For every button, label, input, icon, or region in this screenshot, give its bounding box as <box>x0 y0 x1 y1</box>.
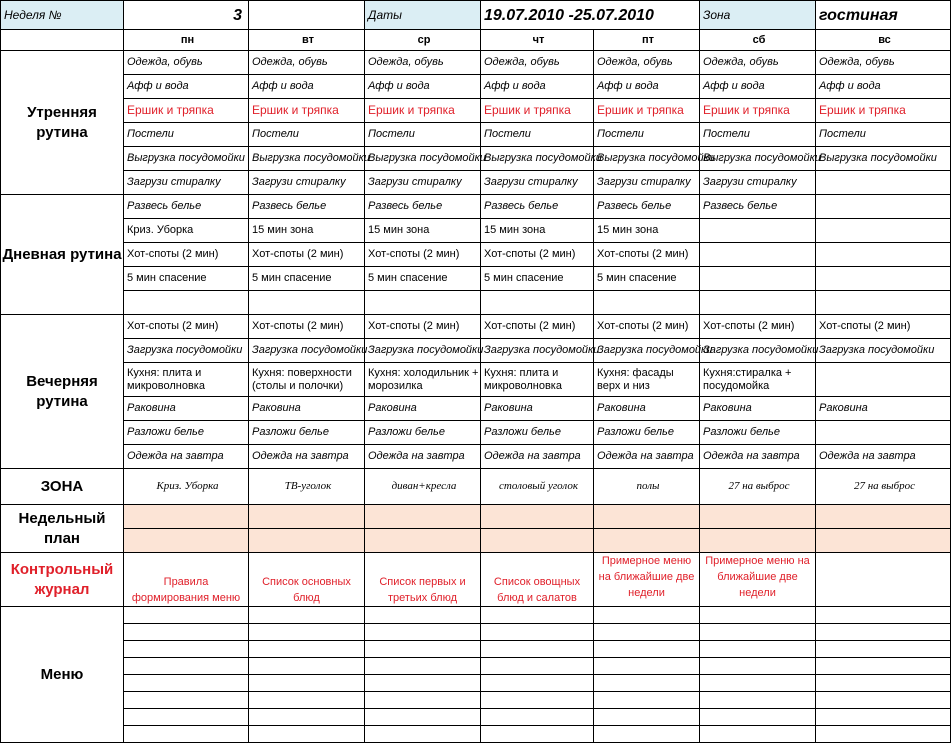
morning-task-cell[interactable]: Загрузи стиралку <box>249 171 365 195</box>
menu-cell[interactable] <box>594 726 700 743</box>
evening-task-cell[interactable] <box>816 363 951 397</box>
evening-task-cell[interactable]: Загрузка посудомойки <box>594 339 700 363</box>
weekly-plan-row <box>1 529 951 553</box>
evening-task-cell[interactable]: Кухня: поверхности (столы и полочки) <box>249 363 365 397</box>
zone-row <box>1 469 951 505</box>
evening-task-cell[interactable]: Одежда на завтра <box>700 445 816 469</box>
day-row <box>1 267 951 291</box>
day-header[interactable]: пт <box>594 30 700 51</box>
morning-task-cell[interactable]: Одежда, обувь <box>481 51 594 75</box>
morning-row <box>1 99 951 123</box>
day-task-cell[interactable]: 5 мин спасение <box>365 267 481 291</box>
morning-task-cell[interactable]: Одежда, обувь <box>124 51 249 75</box>
menu-cell[interactable] <box>816 624 951 641</box>
menu-cell[interactable] <box>249 607 365 624</box>
morning-task-cell[interactable]: Постели <box>249 123 365 147</box>
journal-link-cell[interactable]: Список первых и третьих блюд <box>365 553 481 607</box>
day-task-cell[interactable] <box>816 291 951 315</box>
morning-row <box>1 171 951 195</box>
evening-task-cell[interactable]: Одежда на завтра <box>816 445 951 469</box>
morning-task-cell[interactable]: Афф и вода <box>700 75 816 99</box>
weekly-plan-row <box>1 505 951 529</box>
menu-row <box>1 709 951 726</box>
day-task-cell[interactable] <box>124 291 249 315</box>
evening-task-cell[interactable]: Раковина <box>249 397 365 421</box>
menu-row <box>1 726 951 743</box>
day-row <box>1 291 951 315</box>
evening-task-cell[interactable]: Загрузка посудомойки <box>249 339 365 363</box>
day-task-cell[interactable]: Хот-споты (2 мин) <box>481 243 594 267</box>
menu-cell[interactable] <box>816 607 951 624</box>
menu-cell[interactable] <box>249 641 365 658</box>
morning-task-cell[interactable]: Постели <box>816 123 951 147</box>
zone-cell[interactable]: 27 на выброс <box>700 469 816 505</box>
menu-cell[interactable] <box>700 726 816 743</box>
journal-link-cell[interactable]: Список овощных блюд и салатов <box>481 553 594 607</box>
morning-task-cell[interactable]: Постели <box>700 123 816 147</box>
evening-task-cell[interactable]: Загрузка посудомойки <box>700 339 816 363</box>
day-task-cell[interactable]: Развесь белье <box>481 195 594 219</box>
evening-row <box>1 363 951 397</box>
weekly-plan-cell[interactable] <box>816 529 951 553</box>
day-task-cell[interactable]: 15 мин зона <box>365 219 481 243</box>
sheet-body <box>1 1 951 743</box>
menu-cell[interactable] <box>124 726 249 743</box>
evening-task-cell[interactable]: Разложи белье <box>124 421 249 445</box>
evening-task-cell[interactable]: Раковина <box>594 397 700 421</box>
day-header[interactable]: чт <box>481 30 594 51</box>
menu-cell[interactable] <box>249 624 365 641</box>
evening-task-cell[interactable]: Раковина <box>700 397 816 421</box>
weekly-plan-cell[interactable] <box>249 505 365 529</box>
morning-task-cell[interactable]: Выгрузка посудомойки <box>700 147 816 171</box>
morning-task-cell[interactable]: Афф и вода <box>594 75 700 99</box>
journal-link-cell[interactable] <box>816 553 951 607</box>
menu-cell[interactable] <box>124 607 249 624</box>
evening-row <box>1 397 951 421</box>
evening-task-cell[interactable]: Кухня:стиралка + посудомойка <box>700 363 816 397</box>
morning-row <box>1 147 951 171</box>
evening-row <box>1 421 951 445</box>
menu-cell[interactable] <box>365 675 481 692</box>
evening-task-cell[interactable]: Хот-споты (2 мин) <box>481 315 594 339</box>
morning-task-cell[interactable]: Одежда, обувь <box>249 51 365 75</box>
zone-label[interactable]: Зона <box>700 1 816 30</box>
morning-task-cell[interactable]: Ершик и тряпка <box>365 99 481 123</box>
menu-cell[interactable] <box>365 692 481 709</box>
menu-cell[interactable] <box>249 692 365 709</box>
evening-task-cell[interactable]: Хот-споты (2 мин) <box>816 315 951 339</box>
morning-task-cell[interactable]: Выгрузка посудомойки <box>816 147 951 171</box>
days-row <box>1 30 951 51</box>
morning-task-cell[interactable]: Ершик и тряпка <box>594 99 700 123</box>
morning-task-cell[interactable]: Выгрузка посудомойки <box>481 147 594 171</box>
evening-row <box>1 445 951 469</box>
evening-task-cell[interactable]: Загрузка посудомойки <box>481 339 594 363</box>
menu-cell[interactable] <box>594 624 700 641</box>
header-blank-cell[interactable] <box>249 1 365 30</box>
dates-value[interactable]: 19.07.2010 -25.07.2010 <box>481 1 700 30</box>
morning-task-cell[interactable]: Постели <box>481 123 594 147</box>
menu-cell[interactable] <box>481 675 594 692</box>
weekly-plan-title[interactable]: Недельный план <box>1 505 124 553</box>
day-task-cell[interactable] <box>816 195 951 219</box>
menu-cell[interactable] <box>365 624 481 641</box>
weekly-plan-cell[interactable] <box>816 505 951 529</box>
zone-cell[interactable]: полы <box>594 469 700 505</box>
day-header[interactable]: сб <box>700 30 816 51</box>
zone-cell[interactable]: Криз. Уборка <box>124 469 249 505</box>
day-task-cell[interactable] <box>594 291 700 315</box>
morning-task-cell[interactable]: Загрузи стиралку <box>481 171 594 195</box>
menu-cell[interactable] <box>124 675 249 692</box>
menu-cell[interactable] <box>594 607 700 624</box>
zone-cell[interactable]: 27 на выброс <box>816 469 951 505</box>
menu-cell[interactable] <box>481 658 594 675</box>
morning-task-cell[interactable]: Выгрузка посудомойки <box>594 147 700 171</box>
menu-cell[interactable] <box>481 607 594 624</box>
menu-cell[interactable] <box>594 641 700 658</box>
menu-cell[interactable] <box>365 658 481 675</box>
menu-cell[interactable] <box>249 709 365 726</box>
menu-cell[interactable] <box>816 726 951 743</box>
evening-task-cell[interactable]: Разложи белье <box>249 421 365 445</box>
evening-task-cell[interactable] <box>816 421 951 445</box>
morning-task-cell[interactable]: Афф и вода <box>481 75 594 99</box>
day-task-cell[interactable]: 15 мин зона <box>594 219 700 243</box>
morning-task-cell[interactable]: Загрузи стиралку <box>124 171 249 195</box>
zone-title[interactable]: ЗОНА <box>1 469 124 505</box>
evening-task-cell[interactable]: Раковина <box>816 397 951 421</box>
morning-task-cell[interactable]: Выгрузка посудомойки <box>249 147 365 171</box>
morning-task-cell[interactable]: Ершик и тряпка <box>249 99 365 123</box>
evening-task-cell[interactable]: Кухня: фасады верх и низ <box>594 363 700 397</box>
morning-task-cell[interactable]: Выгрузка посудомойки <box>124 147 249 171</box>
menu-cell[interactable] <box>700 675 816 692</box>
week-label[interactable]: Неделя № <box>1 1 124 30</box>
journal-title[interactable]: Контрольный журнал <box>1 553 124 607</box>
menu-cell[interactable] <box>700 658 816 675</box>
menu-cell[interactable] <box>700 709 816 726</box>
day-task-cell[interactable] <box>365 291 481 315</box>
menu-cell[interactable] <box>700 607 816 624</box>
weekly-plan-cell[interactable] <box>594 505 700 529</box>
morning-task-cell[interactable]: Загрузи стиралку <box>700 171 816 195</box>
menu-cell[interactable] <box>481 726 594 743</box>
day-task-cell[interactable]: Развесь белье <box>124 195 249 219</box>
morning-task-cell[interactable] <box>816 171 951 195</box>
menu-cell[interactable] <box>124 658 249 675</box>
weekly-plan-cell[interactable] <box>365 505 481 529</box>
evening-task-cell[interactable]: Кухня: холодильник + морозилка <box>365 363 481 397</box>
day-task-cell[interactable]: Криз. Уборка <box>124 219 249 243</box>
weekly-plan-cell[interactable] <box>249 529 365 553</box>
evening-task-cell[interactable]: Разложи белье <box>700 421 816 445</box>
menu-cell[interactable] <box>124 709 249 726</box>
morning-task-cell[interactable]: Одежда, обувь <box>700 51 816 75</box>
menu-row <box>1 658 951 675</box>
evening-section-title[interactable]: Вечерняя рутина <box>1 315 124 469</box>
evening-row <box>1 315 951 339</box>
evening-task-cell[interactable]: Кухня: плита и микроволновка <box>124 363 249 397</box>
menu-cell[interactable] <box>481 709 594 726</box>
zone-cell[interactable]: столовый уголок <box>481 469 594 505</box>
menu-cell[interactable] <box>700 641 816 658</box>
weekly-plan-cell[interactable] <box>700 505 816 529</box>
day-task-cell[interactable] <box>700 291 816 315</box>
journal-link-cell[interactable]: Правила формирования меню <box>124 553 249 607</box>
day-task-cell[interactable] <box>700 267 816 291</box>
weekly-plan-cell[interactable] <box>481 505 594 529</box>
evening-task-cell[interactable]: Раковина <box>365 397 481 421</box>
morning-task-cell[interactable]: Постели <box>124 123 249 147</box>
morning-task-cell[interactable]: Постели <box>365 123 481 147</box>
day-task-cell[interactable] <box>249 291 365 315</box>
morning-task-cell[interactable]: Одежда, обувь <box>816 51 951 75</box>
day-task-cell[interactable] <box>700 243 816 267</box>
weekly-plan-cell[interactable] <box>124 529 249 553</box>
zone-cell[interactable]: ТВ-уголок <box>249 469 365 505</box>
evening-task-cell[interactable]: Хот-споты (2 мин) <box>249 315 365 339</box>
evening-task-cell[interactable]: Загрузка посудомойки <box>365 339 481 363</box>
morning-task-cell[interactable]: Ершик и тряпка <box>124 99 249 123</box>
day-task-cell[interactable] <box>700 219 816 243</box>
evening-task-cell[interactable]: Разложи белье <box>594 421 700 445</box>
evening-task-cell[interactable]: Разложи белье <box>365 421 481 445</box>
day-task-cell[interactable]: 5 мин спасение <box>594 267 700 291</box>
day-task-cell[interactable]: 5 мин спасение <box>481 267 594 291</box>
menu-cell[interactable] <box>124 692 249 709</box>
morning-task-cell[interactable]: Одежда, обувь <box>594 51 700 75</box>
menu-cell[interactable] <box>594 658 700 675</box>
day-header[interactable]: вт <box>249 30 365 51</box>
menu-cell[interactable] <box>365 726 481 743</box>
day-task-cell[interactable]: 5 мин спасение <box>249 267 365 291</box>
menu-row <box>1 641 951 658</box>
evening-task-cell[interactable]: Одежда на завтра <box>481 445 594 469</box>
menu-cell[interactable] <box>816 641 951 658</box>
menu-row <box>1 675 951 692</box>
menu-cell[interactable] <box>481 692 594 709</box>
dates-label[interactable]: Даты <box>365 1 481 30</box>
morning-row <box>1 51 951 75</box>
morning-task-cell[interactable]: Афф и вода <box>124 75 249 99</box>
day-task-cell[interactable]: Развесь белье <box>365 195 481 219</box>
menu-cell[interactable] <box>594 675 700 692</box>
day-task-cell[interactable] <box>816 219 951 243</box>
menu-cell[interactable] <box>816 709 951 726</box>
weekly-plan-cell[interactable] <box>594 529 700 553</box>
day-task-cell[interactable]: Развесь белье <box>249 195 365 219</box>
day-task-cell[interactable]: Хот-споты (2 мин) <box>365 243 481 267</box>
menu-row <box>1 607 951 624</box>
day-task-cell[interactable]: 5 мин спасение <box>124 267 249 291</box>
evening-task-cell[interactable]: Хот-споты (2 мин) <box>365 315 481 339</box>
day-header[interactable]: пн <box>124 30 249 51</box>
evening-task-cell[interactable]: Одежда на завтра <box>365 445 481 469</box>
menu-cell[interactable] <box>481 624 594 641</box>
menu-cell[interactable] <box>481 641 594 658</box>
evening-task-cell[interactable]: Хот-споты (2 мин) <box>700 315 816 339</box>
weekly-plan-cell[interactable] <box>124 505 249 529</box>
menu-cell[interactable] <box>249 675 365 692</box>
day-row <box>1 243 951 267</box>
menu-cell[interactable] <box>249 726 365 743</box>
day-task-cell[interactable]: Хот-споты (2 мин) <box>594 243 700 267</box>
menu-cell[interactable] <box>365 641 481 658</box>
day-row <box>1 195 951 219</box>
journal-link-cell[interactable]: Список основных блюд <box>249 553 365 607</box>
menu-cell[interactable] <box>700 692 816 709</box>
day-task-cell[interactable]: Развесь белье <box>700 195 816 219</box>
journal-link-cell[interactable]: Примерное меню на ближайшие две недели <box>594 553 700 607</box>
header-row <box>1 1 951 30</box>
day-task-cell[interactable] <box>816 267 951 291</box>
weekly-plan-cell[interactable] <box>700 529 816 553</box>
morning-task-cell[interactable]: Ершик и тряпка <box>816 99 951 123</box>
zone-cell[interactable]: диван+кресла <box>365 469 481 505</box>
evening-task-cell[interactable]: Хот-споты (2 мин) <box>124 315 249 339</box>
morning-section-title[interactable]: Утренняя рутина <box>1 51 124 195</box>
morning-task-cell[interactable]: Загрузи стиралку <box>594 171 700 195</box>
menu-cell[interactable] <box>124 624 249 641</box>
week-number[interactable]: 3 <box>124 1 249 30</box>
menu-title[interactable]: Меню <box>1 607 124 743</box>
day-task-cell[interactable] <box>816 243 951 267</box>
menu-cell[interactable] <box>365 709 481 726</box>
menu-row <box>1 624 951 641</box>
evening-task-cell[interactable]: Раковина <box>481 397 594 421</box>
evening-task-cell[interactable]: Раковина <box>124 397 249 421</box>
menu-cell[interactable] <box>594 709 700 726</box>
menu-cell[interactable] <box>816 675 951 692</box>
morning-task-cell[interactable]: Выгрузка посудомойки <box>365 147 481 171</box>
morning-task-cell[interactable]: Ершик и тряпка <box>481 99 594 123</box>
day-task-cell[interactable]: 15 мин зона <box>481 219 594 243</box>
weekly-plan-cell[interactable] <box>365 529 481 553</box>
menu-cell[interactable] <box>816 658 951 675</box>
day-task-cell[interactable]: Развесь белье <box>594 195 700 219</box>
menu-cell[interactable] <box>124 641 249 658</box>
day-task-cell[interactable]: Хот-споты (2 мин) <box>124 243 249 267</box>
morning-task-cell[interactable]: Афф и вода <box>365 75 481 99</box>
evening-task-cell[interactable]: Одежда на завтра <box>249 445 365 469</box>
evening-task-cell[interactable]: Загрузка посудомойки <box>816 339 951 363</box>
menu-cell[interactable] <box>816 692 951 709</box>
day-task-cell[interactable] <box>481 291 594 315</box>
menu-cell[interactable] <box>700 624 816 641</box>
evening-task-cell[interactable]: Кухня: плита и микроволновка <box>481 363 594 397</box>
morning-task-cell[interactable]: Загрузи стиралку <box>365 171 481 195</box>
evening-row <box>1 339 951 363</box>
menu-cell[interactable] <box>249 658 365 675</box>
day-row <box>1 219 951 243</box>
morning-row <box>1 75 951 99</box>
day-section-title[interactable]: Дневная рутина <box>1 195 124 315</box>
evening-task-cell[interactable]: Одежда на завтра <box>124 445 249 469</box>
morning-task-cell[interactable]: Афф и вода <box>816 75 951 99</box>
journal-row <box>1 553 951 607</box>
menu-cell[interactable] <box>365 607 481 624</box>
morning-row <box>1 123 951 147</box>
evening-task-cell[interactable]: Одежда на завтра <box>594 445 700 469</box>
days-corner-cell[interactable] <box>1 30 124 51</box>
evening-task-cell[interactable]: Хот-споты (2 мин) <box>594 315 700 339</box>
day-task-cell[interactable]: Хот-споты (2 мин) <box>249 243 365 267</box>
morning-task-cell[interactable]: Ершик и тряпка <box>700 99 816 123</box>
evening-task-cell[interactable]: Загрузка посудомойки <box>124 339 249 363</box>
morning-task-cell[interactable]: Одежда, обувь <box>365 51 481 75</box>
menu-row <box>1 692 951 709</box>
day-task-cell[interactable]: 15 мин зона <box>249 219 365 243</box>
morning-task-cell[interactable]: Афф и вода <box>249 75 365 99</box>
weekly-plan-cell[interactable] <box>481 529 594 553</box>
morning-task-cell[interactable]: Постели <box>594 123 700 147</box>
journal-link-cell[interactable]: Примерное меню на ближайшие две недели <box>700 553 816 607</box>
menu-cell[interactable] <box>594 692 700 709</box>
zone-value[interactable]: гостиная <box>816 1 951 30</box>
day-header[interactable]: вс <box>816 30 951 51</box>
day-header[interactable]: ср <box>365 30 481 51</box>
evening-task-cell[interactable]: Разложи белье <box>481 421 594 445</box>
